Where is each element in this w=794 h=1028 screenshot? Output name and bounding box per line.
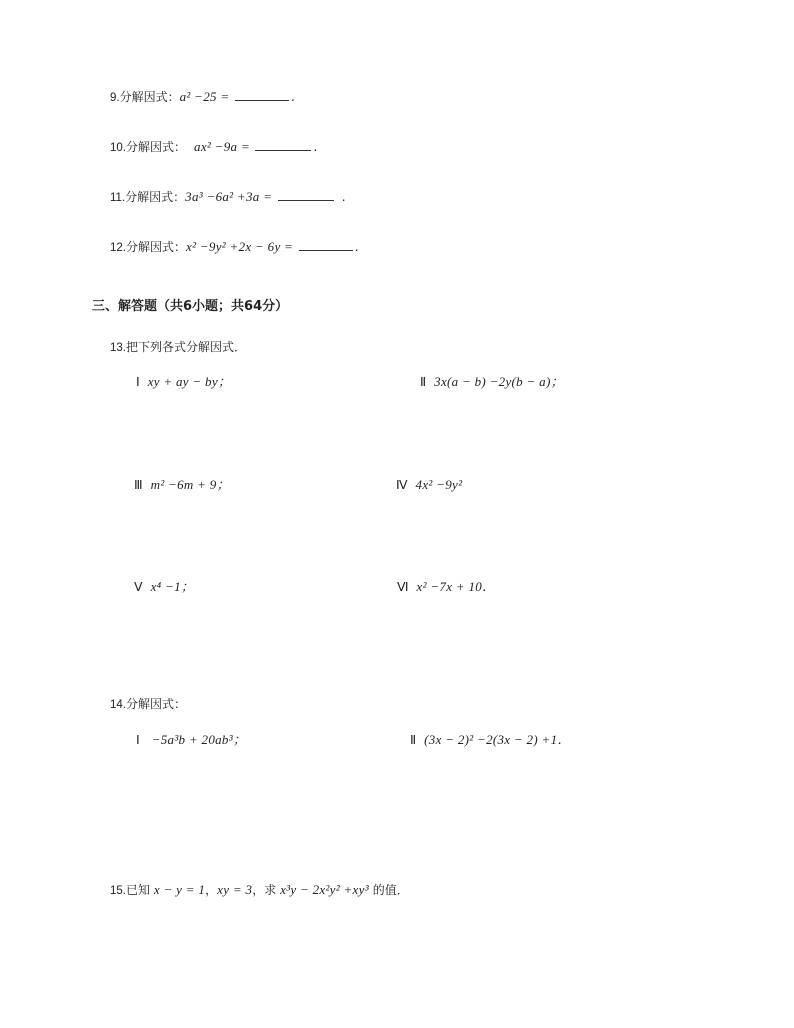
- question-end: .: [341, 190, 346, 204]
- item-expression: −5a³b + 20ab³；: [151, 732, 247, 747]
- question-expression: x² −9y² +2x − 6y =: [186, 239, 297, 254]
- question-prompt: 把下列各式分解因式．: [126, 340, 247, 354]
- q14-item-2: [410, 732, 571, 748]
- answer-blank[interactable]: [255, 139, 311, 151]
- q13-item-2: [420, 374, 564, 390]
- question-number: 13.: [110, 342, 126, 354]
- question-number: 10.: [110, 142, 126, 154]
- question-label: 分解因式：: [119, 90, 180, 104]
- item-expression: x⁴ −1；: [150, 579, 195, 594]
- item-expression: xy + ay − by；: [147, 374, 232, 389]
- item-numeral: Ⅵ: [397, 580, 409, 594]
- item-numeral: Ⅴ: [134, 580, 143, 594]
- answer-blank[interactable]: [278, 189, 334, 201]
- question-text: 已知: [126, 883, 154, 897]
- question-prompt: 分解因式：: [126, 697, 187, 711]
- question-13: [110, 339, 246, 356]
- item-numeral: Ⅰ: [136, 375, 140, 389]
- section-heading: 三、解答题（共6小题；共64分）: [92, 299, 289, 314]
- answer-blank[interactable]: [299, 239, 353, 251]
- q13-item-3: [134, 477, 230, 493]
- question-label: 分解因式：: [125, 190, 186, 204]
- q13-item-6: [397, 579, 495, 595]
- condition-2: xy = 3: [217, 882, 253, 897]
- question-14: [110, 696, 186, 713]
- condition-1: x − y = 1: [153, 882, 206, 897]
- item-expression: (3x − 2)² −2(3x − 2) +1．: [424, 732, 571, 747]
- target-expression: x³y − 2x²y² +xy³: [280, 882, 369, 897]
- question-expression: a² −25 =: [179, 89, 234, 104]
- question-end: .: [354, 240, 359, 254]
- question-10: [110, 139, 317, 156]
- question-15: [110, 882, 409, 899]
- question-number: 12.: [110, 242, 126, 254]
- item-numeral: Ⅱ: [420, 375, 427, 389]
- separator: ，求: [252, 883, 281, 897]
- item-expression: 4x² −9y²: [415, 477, 463, 492]
- question-expression: ax² −9a =: [194, 139, 254, 154]
- question-number: 15.: [110, 885, 126, 897]
- question-number: 11.: [110, 192, 126, 204]
- question-label: 分解因式：: [126, 240, 187, 254]
- item-numeral: Ⅳ: [396, 478, 408, 492]
- question-12: [110, 239, 359, 256]
- q13-item-5: [134, 579, 194, 595]
- question-text-end: 的值．: [368, 883, 409, 897]
- question-end: .: [291, 90, 295, 104]
- q14-item-1: [136, 732, 246, 748]
- question-number: 9.: [110, 92, 120, 104]
- item-expression: x² −7x + 10．: [416, 579, 496, 594]
- item-expression: m² −6m + 9；: [150, 477, 230, 492]
- q13-item-4: [396, 477, 462, 493]
- question-9: [110, 89, 295, 106]
- question-expression: 3a³ −6a² +3a =: [185, 189, 276, 204]
- q13-item-1: [136, 374, 231, 390]
- item-numeral: Ⅲ: [134, 478, 143, 492]
- item-numeral: Ⅱ: [410, 733, 417, 747]
- question-11: [110, 189, 346, 206]
- question-label: 分解因式：: [126, 140, 187, 154]
- question-end: .: [313, 140, 318, 154]
- separator: ，: [205, 883, 218, 897]
- question-number: 14.: [110, 699, 126, 711]
- answer-blank[interactable]: [235, 89, 289, 101]
- item-expression: 3x(a − b) −2y(b − a)；: [434, 374, 564, 389]
- item-numeral: Ⅰ: [136, 733, 140, 747]
